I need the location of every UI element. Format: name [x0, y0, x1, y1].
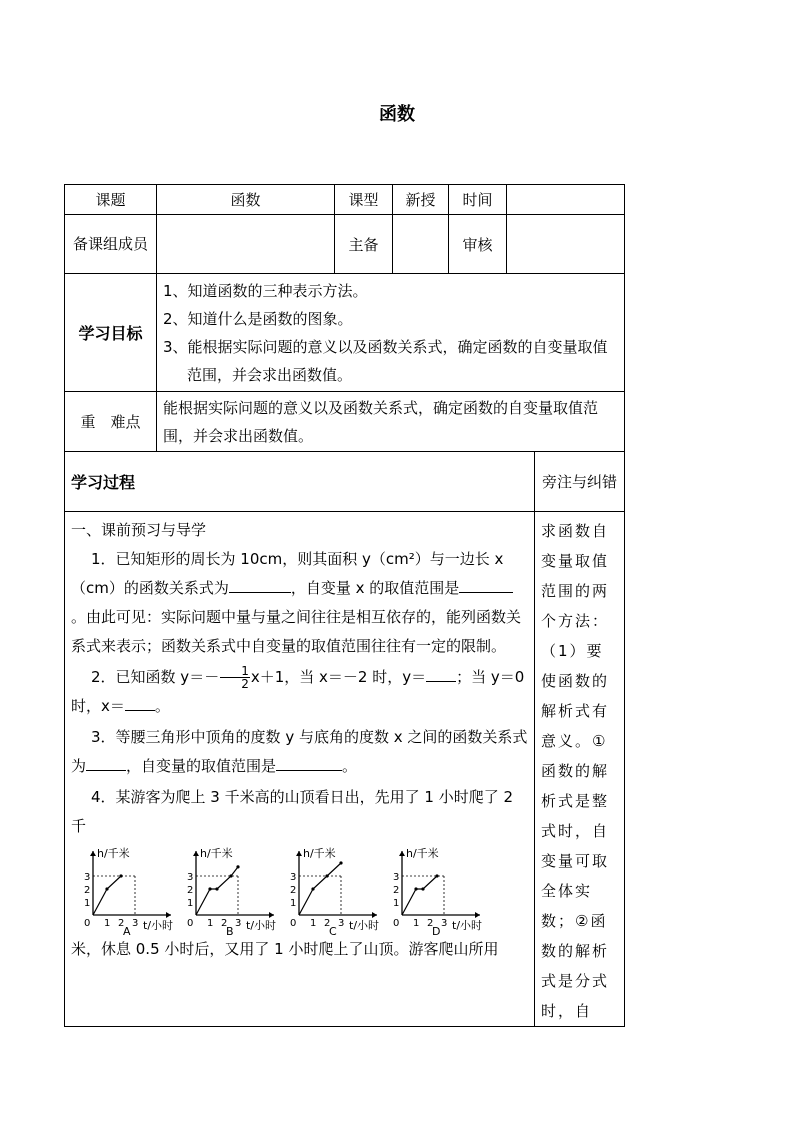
key-label: 重 难点 — [65, 392, 157, 452]
x-axis-label: t/小时 — [143, 919, 174, 932]
answer-blank[interactable] — [125, 696, 155, 711]
graph-point — [105, 887, 108, 890]
graph-line — [93, 876, 121, 915]
y-arrow — [193, 851, 199, 856]
question-4: 4．某游客为爬上 3 千米高的山顶看日出，先用了 1 小时爬了 2 千 — [71, 788, 514, 835]
side-note: 求函数自变量取值范围的两个方法：（1）要使函数的解析式有意义。①函数的解析式是整式时，自变量可取全体实数；②函数的解析式是分式时，自 — [535, 512, 625, 1027]
x-tick-label: 1 — [207, 918, 214, 929]
type-label: 课型 — [335, 185, 393, 215]
graph-svg — [277, 845, 380, 935]
y-tick-label: 2 — [84, 885, 91, 896]
x-tick-label: 2 — [118, 918, 125, 929]
lead-value — [393, 215, 449, 274]
review-value — [507, 215, 625, 274]
graph-point — [311, 887, 314, 890]
goal-item: 3、能根据实际问题的意义以及函数关系式，确定函数的自变量取值范围，并会求出函数值。 — [163, 337, 608, 384]
y-tick-label: 2 — [393, 885, 400, 896]
x-tick-label: 2 — [324, 918, 331, 929]
goal-item: 2、知道什么是函数的图象。 — [163, 309, 353, 328]
y-tick-label: 3 — [187, 872, 194, 883]
y-tick-label: 1 — [187, 898, 194, 909]
origin-label: 0 — [393, 918, 400, 929]
x-tick-label: 2 — [427, 918, 434, 929]
y-axis-label: h/千米 — [97, 847, 130, 860]
graph-svg — [71, 845, 174, 935]
y-tick-label: 3 — [393, 872, 400, 883]
question-4-continued: 米，休息 0.5 小时后，又用了 1 小时爬上了山顶。游客爬山所用 — [71, 940, 499, 958]
x-arrow — [475, 912, 480, 918]
section-heading: 一、课前预习与导学 — [71, 521, 207, 539]
graph-option-c — [277, 845, 380, 935]
y-axis-label: h/千米 — [303, 847, 336, 860]
graph-point — [229, 874, 232, 877]
y-axis-label: h/千米 — [406, 847, 439, 860]
review-label: 审核 — [449, 215, 507, 274]
graph-point — [339, 861, 342, 864]
process-label: 学习过程 — [65, 452, 535, 512]
answer-blank[interactable] — [426, 667, 456, 682]
x-tick-label: 1 — [310, 918, 317, 929]
x-tick-label: 3 — [338, 918, 345, 929]
y-tick-label: 1 — [393, 898, 400, 909]
graph-line — [402, 876, 437, 915]
y-tick-label: 2 — [290, 885, 297, 896]
graph-point — [215, 887, 218, 890]
fraction: $\frac{1}{2}$ — [220, 665, 250, 690]
y-tick-label: 1 — [290, 898, 297, 909]
graph-option-a — [71, 845, 174, 935]
x-tick-label: 3 — [235, 918, 242, 929]
y-tick-label: 3 — [84, 872, 91, 883]
y-arrow — [90, 851, 96, 856]
answer-blank[interactable] — [459, 578, 513, 593]
x-tick-label: 3 — [441, 918, 448, 929]
goals-label: 学习目标 — [65, 274, 157, 392]
graph-name: A — [123, 925, 131, 935]
x-tick-label: 1 — [413, 918, 420, 929]
answer-blank[interactable] — [276, 756, 342, 771]
x-arrow — [372, 912, 377, 918]
x-axis-label: t/小时 — [246, 919, 277, 932]
lesson-plan-table — [64, 184, 625, 1027]
origin-label: 0 — [187, 918, 194, 929]
goals-list — [157, 274, 625, 392]
origin-label: 0 — [84, 918, 91, 929]
graph-point — [119, 874, 122, 877]
graph-point — [325, 874, 328, 877]
side-label: 旁注与纠错 — [535, 452, 625, 512]
question-3: 3．等腰三角形中顶角的度数 y 与底角的度数 x 之间的函数关系式为 ，自变量的取值范围是 。 — [71, 728, 528, 775]
graph-options — [71, 845, 528, 935]
type-value: 新授 — [393, 185, 449, 215]
goal-item: 1、知道函数的三种表示方法。 — [163, 281, 368, 300]
y-tick-label: 3 — [290, 872, 297, 883]
answer-blank[interactable] — [229, 578, 291, 593]
lead-label: 主备 — [335, 215, 393, 274]
x-arrow — [166, 912, 171, 918]
graph-svg — [380, 845, 483, 935]
topic-value: 函数 — [157, 185, 335, 215]
graph-point — [236, 865, 239, 868]
graph-point — [435, 874, 438, 877]
y-axis-label: h/千米 — [200, 847, 233, 860]
x-tick-label: 2 — [221, 918, 228, 929]
graph-name: D — [432, 925, 441, 935]
key-text: 能根据实际问题的意义以及函数关系式，确定函数的自变量取值范围，并会求出函数值。 — [157, 392, 625, 452]
origin-label: 0 — [290, 918, 297, 929]
graph-point — [208, 887, 211, 890]
x-tick-label: 1 — [104, 918, 111, 929]
x-arrow — [269, 912, 274, 918]
members-label: 备课组成员 — [65, 215, 157, 274]
x-tick-label: 3 — [132, 918, 139, 929]
x-axis-label: t/小时 — [349, 919, 380, 932]
graph-line — [196, 867, 238, 915]
time-label: 时间 — [449, 185, 507, 215]
y-arrow — [399, 851, 405, 856]
page-title: 函数 — [379, 104, 415, 125]
question-2: 2．已知函数 y＝－ $\frac{1}{2}$ x＋1，当 x＝－2 时，y＝ ；当 y＝0 时，x＝ 。 — [71, 664, 525, 715]
topic-label: 课题 — [65, 185, 157, 215]
y-tick-label: 2 — [187, 885, 194, 896]
graph-name: C — [329, 925, 337, 935]
question-1: 1．已知矩形的周长为 10cm，则其面积 y（cm²）与一边长 x（cm）的函数关系式为 ，自变量 x 的取值范围是。由此可见：实际问题中量与量之间往往是相互依存的，能列函数关系式来表示；函数关系式中自变量的取值范围往往有一定的限制。 — [71, 550, 522, 655]
process-body — [65, 512, 535, 1027]
y-tick-label: 1 — [84, 898, 91, 909]
graph-point — [421, 887, 424, 890]
graph-option-d — [380, 845, 483, 935]
members-value — [157, 215, 335, 274]
graph-point — [414, 887, 417, 890]
graph-svg — [174, 845, 277, 935]
y-arrow — [296, 851, 302, 856]
answer-blank[interactable] — [86, 756, 126, 771]
time-value — [507, 185, 625, 215]
graph-name: B — [226, 925, 234, 935]
graph-line — [299, 863, 341, 915]
x-axis-label: t/小时 — [452, 919, 483, 932]
graph-option-b — [174, 845, 277, 935]
